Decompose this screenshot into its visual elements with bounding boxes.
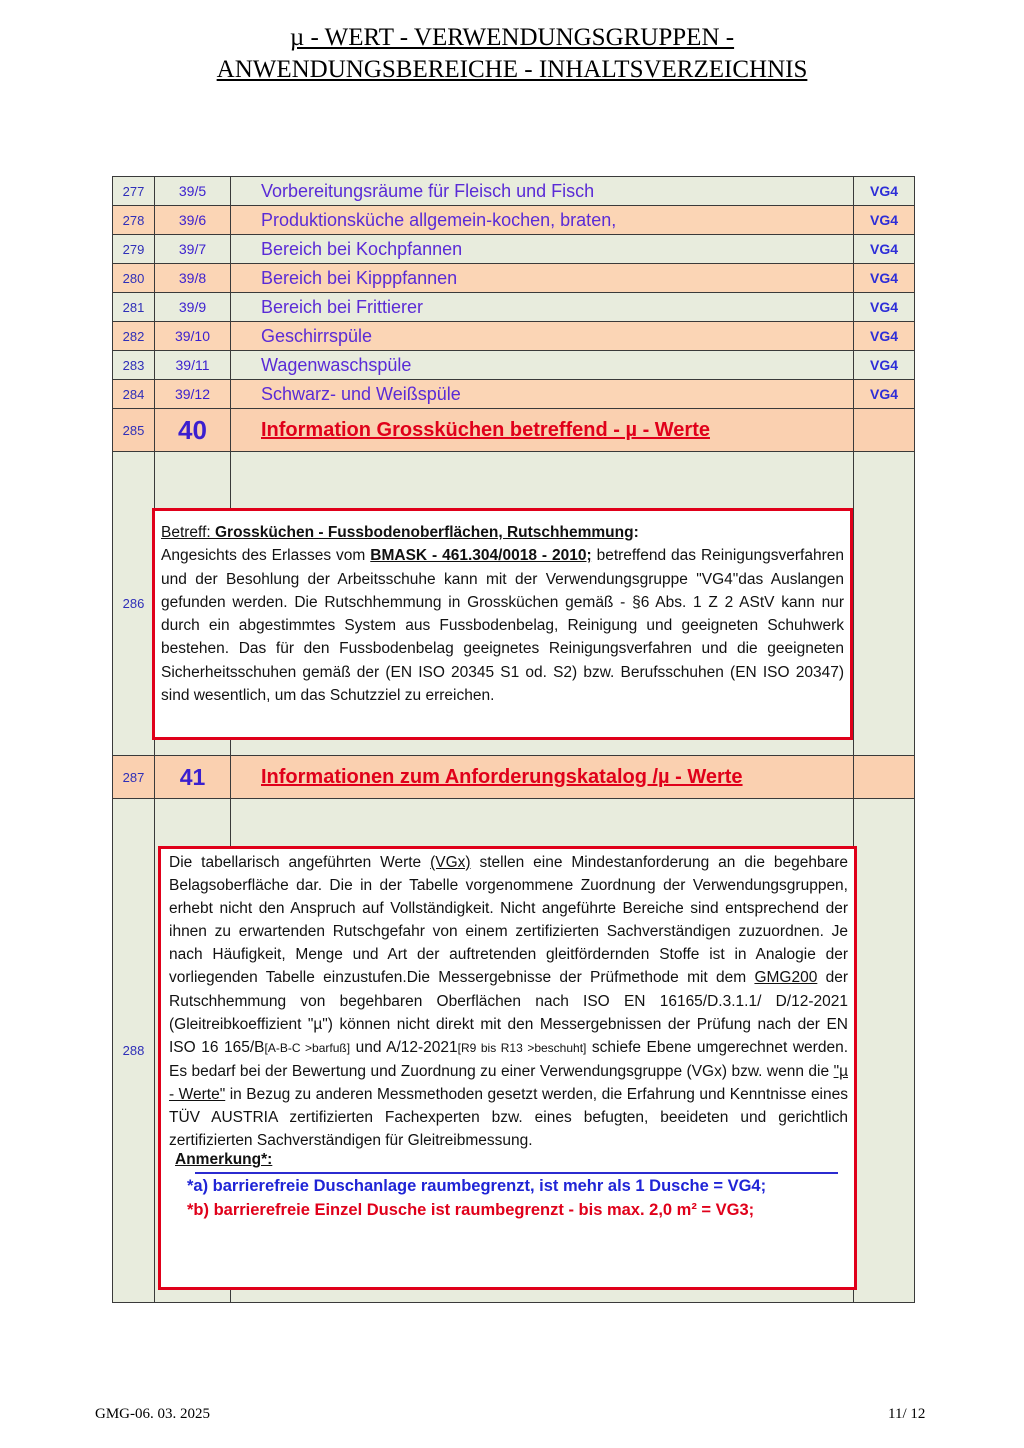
barefoot-range: [A-B-C >barfuß]	[264, 1040, 351, 1055]
page-title	[0, 22, 1024, 86]
section-number: 39/5	[155, 177, 231, 206]
row-number: 284	[113, 380, 155, 409]
usage-group-empty	[854, 452, 915, 756]
area-description: Produktionsküche allgemein-kochen, braten,	[231, 206, 854, 235]
table-row	[113, 177, 915, 206]
usage-group: VG4	[854, 380, 915, 409]
section-number: 39/10	[155, 322, 231, 351]
section-heading: Informationen zum Anforderungskatalog /µ - Werte	[231, 756, 854, 799]
table-row	[113, 235, 915, 264]
usage-group: VG4	[854, 264, 915, 293]
section-number: 39/7	[155, 235, 231, 264]
area-description: Wagenwaschspüle	[231, 351, 854, 380]
catalog-info-text	[169, 851, 848, 1152]
catalog-text-4: und A/12-2021	[350, 1038, 458, 1056]
usage-group: VG4	[854, 293, 915, 322]
section-number: 39/6	[155, 206, 231, 235]
area-description: Schwarz- und Weißspüle	[231, 380, 854, 409]
catalog-text-3: der Rutschhemmung von begehbaren Oberflächen nach ISO EN 16165/D.3.1.1/ D/12-2021 (Gleitreibkoeffizient "µ") können nicht direkt mit den Messergebnissen der Prüfung nach der EN ISO 16 165/B	[169, 969, 849, 1056]
table-row	[113, 293, 915, 322]
table-row	[113, 264, 915, 293]
mu-values-term: "µ - Werte"	[169, 1062, 848, 1103]
row-number: 283	[113, 351, 155, 380]
decree-intro: Angesichts des Erlasses vom	[161, 547, 371, 565]
usage-group: VG4	[854, 235, 915, 264]
area-description: Bereich bei Frittierer	[231, 293, 854, 322]
section-number: 39/11	[155, 351, 231, 380]
shoe-range: [R9 bis R13 >beschuht]	[457, 1040, 587, 1055]
area-description: Bereich bei Kipppfannen	[231, 264, 854, 293]
table-row	[113, 380, 915, 409]
catalog-info-box	[158, 846, 857, 1290]
row-number: 279	[113, 235, 155, 264]
decree-body: betreffend das Reinigungsverfahren und der Besohlung der Arbeitsschuhe kann mit der Verwendungsgruppe "VG4"das Auslangen gefunden werden. Die Rutschhemmung in Grossküchen gemäß - §6 Abs. 1 Z 2 AStV kann nur durch ein abgestimmtes System aus Fussbodenbelag, Reinigung und geeigneten Schuhwerk bestehen. Das für den Fussbodenbelag geeignetes Reinigungsverfahren und die geeigneten Sicherheitsschuhen gemäß der (EN ISO 20345 S1 od. S2) bzw. Berufsschuhen (EN ISO 20347) sind wesentlich, um das Schutzziel zu erreichen.	[161, 547, 844, 705]
row-number: 281	[113, 293, 155, 322]
area-description: Bereich bei Kochpfannen	[231, 235, 854, 264]
decree-reference: BMASK - 461.304/0018 - 2010;	[370, 547, 592, 565]
usage-group: VG4	[854, 322, 915, 351]
catalog-text-5: schiefe Ebene umgerechnet werden. Es bedarf bei der Bewertung und Zuordnung zu einer Verwendungsgruppe (VGx) bzw. wenn die	[169, 1038, 849, 1080]
title-line-1: µ - WERT - VERWENDUNGSGRUPPEN -	[289, 24, 735, 51]
kitchen-info-box	[152, 508, 853, 740]
usage-group: VG4	[854, 351, 915, 380]
section-number: 39/9	[155, 293, 231, 322]
row-number: 282	[113, 322, 155, 351]
row-number: 280	[113, 264, 155, 293]
row-number: 288	[113, 799, 155, 1303]
section-number: 40	[155, 409, 231, 452]
footer-date: GMG-06. 03. 2025	[95, 1406, 210, 1422]
page-number: 11/ 12	[888, 1406, 926, 1422]
note-b: *b) barrierefreie Einzel Dusche ist raumbegrenzt - bis max. 2,0 m² = VG3;	[187, 1201, 755, 1220]
section-number: 41	[155, 756, 231, 799]
usage-group-empty	[854, 409, 915, 452]
row-number: 285	[113, 409, 155, 452]
note-a: *a) barrierefreie Duschanlage raumbegrenzt, ist mehr als 1 Dusche = VG4;	[187, 1177, 767, 1196]
section-heading: Information Grossküchen betreffend - µ - Werte	[231, 409, 854, 452]
subject-colon: :	[633, 524, 639, 541]
catalog-text-1: Die tabellarisch angeführten Werte	[169, 854, 431, 871]
catalog-text-2: stellen eine Mindestanforderung an die begehbare Belagsoberfläche dar. Die in der Tabelle vorgenommene Zuordnung der Verwendungsgruppen, erhebt nicht den Anspruch auf Vollständigkeit. Nicht angeführte Bereiche sind entsprechend der ihnen zu erwartenden Rutschgefahr von einem zertifizierten Sachverständigen zuzuordnen. Je nach Häufigkeit, Menge und Art der auftretenden gleitfördernden Stoffe ist in Analogie der vorliegenden Tabelle einzustufen.Die Messergebnisse der Prüfmethode mit dem	[169, 854, 848, 987]
section-number: 39/8	[155, 264, 231, 293]
kitchen-info-text	[161, 521, 844, 707]
row-number: 277	[113, 177, 155, 206]
area-description: Geschirrspüle	[231, 322, 854, 351]
table-row	[113, 206, 915, 235]
area-description: Vorbereitungsräume für Fleisch und Fisch	[231, 177, 854, 206]
usage-group-empty	[854, 799, 915, 1303]
row-number: 278	[113, 206, 155, 235]
usage-group: VG4	[854, 177, 915, 206]
usage-group: VG4	[854, 206, 915, 235]
usage-group-empty	[854, 756, 915, 799]
section-header-row	[113, 756, 915, 799]
row-number: 286	[113, 452, 155, 756]
table-row	[113, 351, 915, 380]
section-number: 39/12	[155, 380, 231, 409]
note-heading: Anmerkung*:	[175, 1151, 273, 1169]
title-line-2: ANWENDUNGSBEREICHE - INHALTSVERZEICHNIS	[216, 56, 808, 83]
section-header-row	[113, 409, 915, 452]
row-number: 287	[113, 756, 155, 799]
subject-title: Grossküchen - Fussbodenoberflächen, Rutschhemmung	[215, 524, 634, 541]
gmg200-term: GMG200	[754, 969, 818, 987]
table-row	[113, 322, 915, 351]
vgx-term: (VGx)	[430, 854, 471, 871]
subject-prefix: Betreff:	[161, 524, 215, 541]
catalog-text-6: in Bezug zu anderen Messmethoden gesetzt werden, die Erfahrung und Kenntnisse eines TÜV AUSTRIA zertifizierten Fachexperten bzw. eines befugten, beeideten und gerichtlich zertifizierten Sachverständigen für Gleitreibmessung.	[169, 1085, 848, 1150]
